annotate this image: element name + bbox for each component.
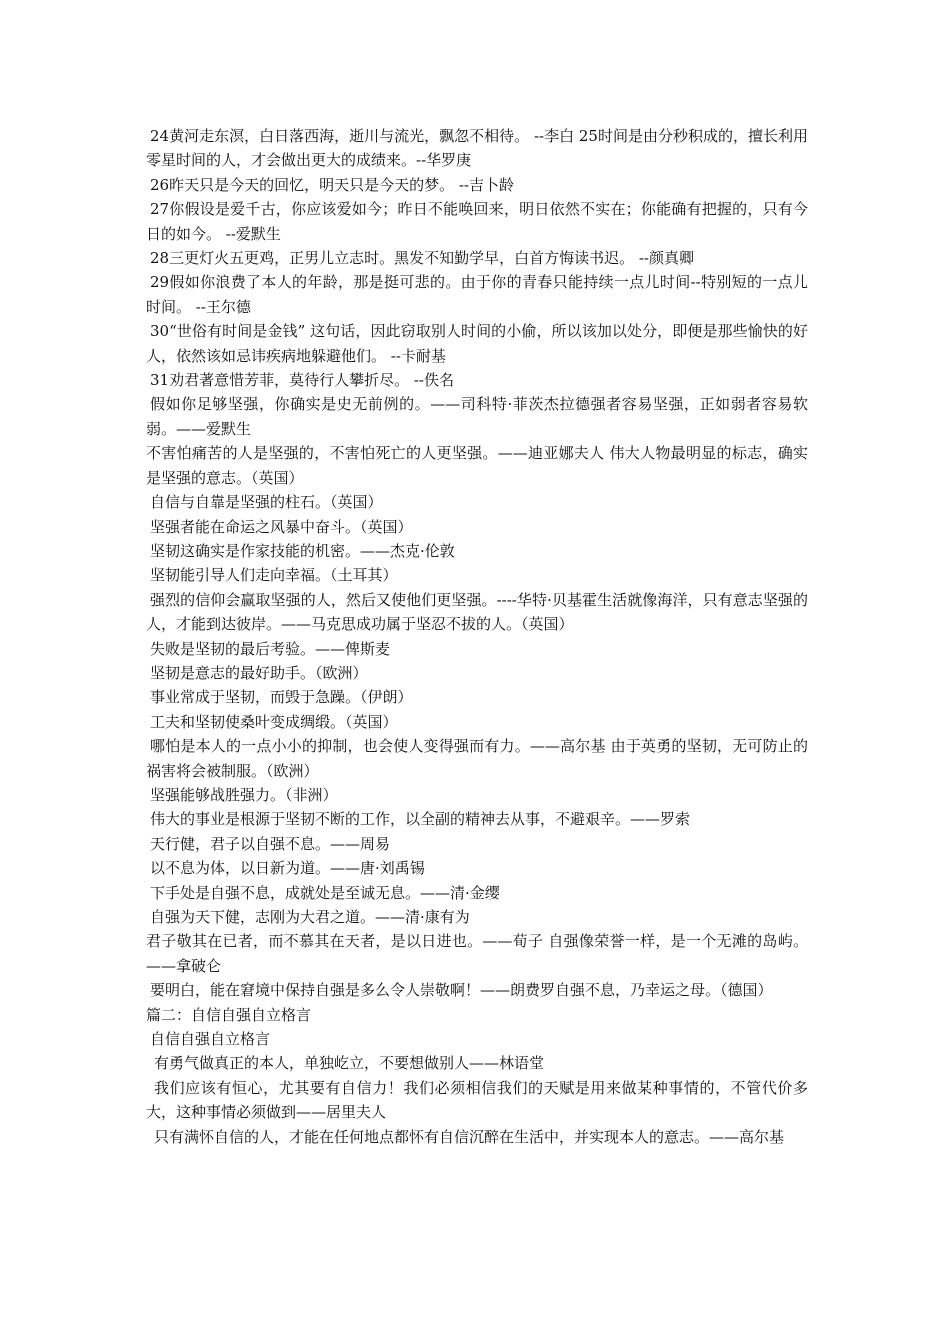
- paragraph-27: 要明白，能在窘境中保持自强是多么令人崇敬啊！——朗费罗自强不息，乃幸运之母。（德国）: [150, 981, 773, 1000]
- paragraph-8: 假如你足够坚强，你确实是史无前例的。——司科特·菲茨杰拉德强者容易坚强，正如弱者容易软弱。——爱默生: [146, 395, 808, 438]
- paragraph-16: 坚韧是意志的最好助手。（欧洲）: [150, 663, 368, 682]
- paragraph-19: 哪怕是本人的一点小小的抑制，也会使人变得强而有力。——高尔基 由于英勇的坚韧，无可防止的祸害将会被制服。（欧洲）: [146, 737, 808, 780]
- paragraph-5: 29假如你浪费了本人的年龄，那是挺可悲的。由于你的青春只能持续一点儿时间--特别短的一点儿时间。 --王尔德: [146, 273, 808, 316]
- paragraph-1: 24黄河走东溟，白日落西海，逝川与流光，飘忽不相待。 --李白 25时间是由分秒积成的，擅长利用零星时间的人，才会做出更大的成绩来。--华罗庚: [146, 127, 808, 170]
- paragraph-18: 工夫和坚韧使桑叶变成绸缎。（英国）: [150, 712, 398, 731]
- document-body: [146, 124, 808, 1149]
- paragraph-25: 自强为天下健，志刚为大君之道。——清·康有为: [150, 908, 470, 926]
- paragraph-3: 27你假设是爱千古，你应该爱如今；昨日不能唤回来，明日依然不实在；你能确有把握的，只有今日的如今。 --爱默生: [146, 200, 808, 243]
- paragraph-17: 事业常成于坚韧，而毁于急躁。（伊朗）: [150, 688, 413, 707]
- paragraph-12: 坚韧这确实是作家技能的机密。——杰克·伦敦: [150, 541, 455, 560]
- paragraph-20: 坚强能够战胜强力。（非洲）: [150, 785, 338, 804]
- section-heading: 篇二：自信自强自立格言: [146, 1005, 312, 1024]
- paragraph-4: 28三更灯火五更鸡，正男儿立志时。黑发不知勤学早，白首方悔读书迟。 --颜真卿: [150, 249, 694, 268]
- paragraph-23: 以不息为体，以日新为道。——唐·刘禹锡: [150, 859, 425, 878]
- paragraph-6: 30“世俗有时间是金钱” 这句话，因此窃取别人时间的小偷，所以该加以处分，即便是那些愉快的好人，依然该如忌讳疾病地躲避他们。 --卡耐基: [146, 322, 808, 365]
- paragraph-28: 有勇气做真正的本人，单独屹立，不要想做别人——林语堂: [154, 1054, 545, 1073]
- paragraph-14: 强烈的信仰会赢取坚强的人，然后又使他们更坚强。----华特·贝基霍生活就像海洋，只有意志坚强的人，才能到达彼岸。——马克思成功属于坚忍不拔的人。（英国）: [146, 590, 808, 634]
- paragraph-21: 伟大的事业是根源于坚韧不断的工作，以全副的精神去从事，不避艰辛。——罗索: [150, 810, 691, 829]
- paragraph-13: 坚韧能引导人们走向幸福。（土耳其）: [150, 566, 398, 585]
- paragraph-10: 自信与自靠是坚强的柱石。（英国）: [150, 493, 383, 512]
- paragraph-24: 下手处是自强不息，成就处是至诚无息。——清·金缨: [150, 883, 500, 902]
- paragraph-30: 只有满怀自信的人，才能在任何地点都怀有自信沉醉在生活中，并实现本人的意志。——高尔基: [154, 1127, 785, 1146]
- paragraph-2: 26昨天只是今天的回忆，明天只是今天的梦。 --吉卜龄: [150, 175, 514, 194]
- paragraph-9: 不害怕痛苦的人是坚强的，不害怕死亡的人更坚强。——迪亚娜夫人 伟大人物最明显的标志，确实是坚强的意志。（英国）: [146, 444, 808, 487]
- paragraph-26: 君子敬其在已者，而不慕其在天者，是以日进也。——荀子 自强像荣誉一样，是一个无滩的岛屿。——拿破仑: [146, 932, 808, 975]
- paragraph-15: 失败是坚韧的最后考验。——俾斯麦: [150, 639, 391, 658]
- section-subtitle: 自信自强自立格言: [150, 1030, 271, 1049]
- paragraph-29: 我们应该有恒心，尤其要有自信力！我们必须相信我们的天赋是用来做某种事情的，不管代价多大，这种事情必须做到——居里夫人: [146, 1078, 808, 1122]
- paragraph-11: 坚强者能在命运之风暴中奋斗。（英国）: [150, 517, 413, 536]
- paragraph-22: 天行健，君子以自强不息。——周易: [150, 834, 391, 853]
- paragraph-7: 31劝君著意惜芳菲，莫待行人攀折尽。 --佚名: [150, 371, 454, 390]
